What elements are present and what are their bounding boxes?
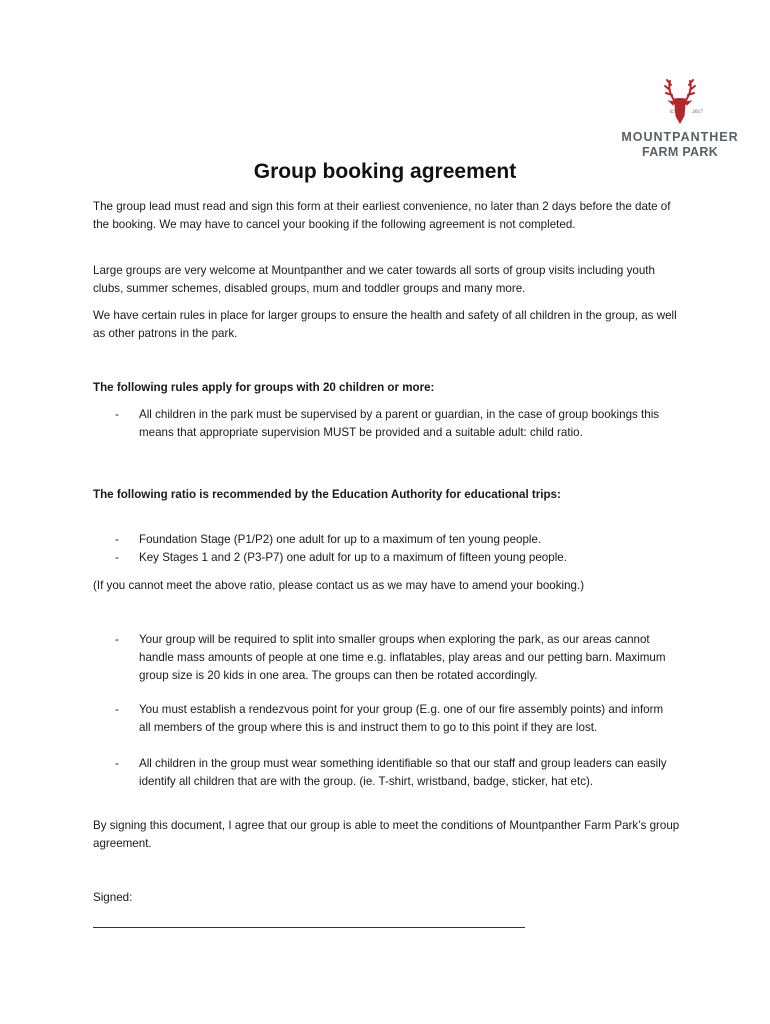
est-year: 2017 [692,109,703,115]
closing-statement: By signing this document, I agree that our group is able to meet the conditions of Mountpanther Farm Park’s group agreement. [93,819,680,850]
bullet-dash: - [115,757,119,770]
ratio-note: (If you cannot meet the above ratio, please contact us as we may have to amend your booking.) [93,579,585,592]
logo-name-line2: FARM PARK [641,145,719,159]
intro-paragraph-3: We have certain rules in place for larger groups to ensure the health and safety of all children in the group, as well as other patrons in the park. [93,309,677,340]
page-title: Group booking agreement [253,160,517,183]
intro-paragraph-1: The group lead must read and sign this form at their earliest convenience, no later than 2 days before the date of the booking. We may have to cancel your booking if the following agreement is not completed. [93,200,671,231]
bullet-dash: - [115,533,119,546]
ratio-item-text: Foundation Stage (P1/P2) one adult for up to a maximum of ten young people. [139,533,542,546]
signed-label: Signed: [93,891,133,904]
rule-item-text: All children in the park must be supervised by a parent or guardian, in the case of group bookings this means that appropriate supervision MUST be provided and a suitable adult: child ratio. [139,408,660,439]
intro-paragraph-2: Large groups are very welcome at Mountpanther and we cater towards all sorts of group visits including youth clubs, summer schemes, disabled groups, mum and toddler groups and many more. [93,264,655,295]
signature-line[interactable] [93,927,525,928]
ratio-heading: The following ratio is recommended by the Education Authority for educational trips: [93,488,561,501]
bullet-dash: - [115,633,119,646]
group-rule-text: Your group will be required to split into smaller groups when exploring the park, as our areas cannot handle mass amounts of people at one time e.g. inflatables, play areas and our petting barn. Maximum group size is 20 kids in one area. The groups can then be rotated accordingly. [139,633,666,682]
ratio-item-text: Key Stages 1 and 2 (P3-P7) one adult for up to a maximum of fifteen young people. [139,551,567,564]
logo-name-line1: MOUNTPANTHER [621,130,739,144]
bullet-dash: - [115,703,119,716]
est-label: EST [670,109,680,115]
bullet-dash: - [115,551,119,564]
rules-heading: The following rules apply for groups with 20 children or more: [93,381,435,394]
group-rule-text: All children in the group must wear something identifiable so that our staff and group leaders can easily identify all children that are with the group. (ie. T-shirt, wristband, badge, sticker, hat etc). [139,757,667,788]
bullet-dash: - [115,408,119,421]
farm-park-logo [612,78,752,162]
group-rule-text: You must establish a rendezvous point for your group (E.g. one of our fire assembly points) and inform all members of the group where this is and instruct them to go to this point if they are lost. [139,703,664,734]
stag-head-icon [656,78,704,128]
